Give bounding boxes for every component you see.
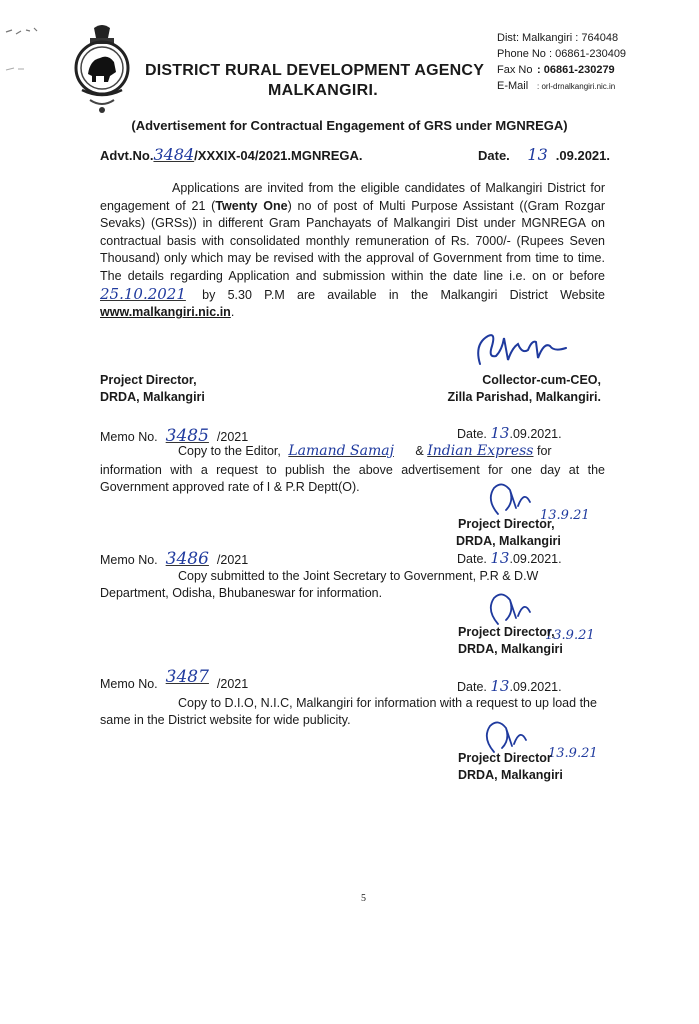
memo-1-text-2: information with a request to publish the above advertisement for one day at the — [100, 463, 605, 477]
body-line-4: contractual basis with consolidated monthly remuneration of Rs. 7000/- (Rupees Seven — [100, 233, 605, 248]
memo-3-text-1: Copy to D.I.O, N.I.C, Malkangiri for information with a request to up load the — [178, 696, 597, 710]
memo-1-suffix: /2021 — [216, 430, 249, 444]
body-line-7 — [100, 286, 605, 305]
memo-2-signer-title: Project Director, — [458, 625, 555, 639]
scan-mark — [4, 22, 64, 42]
advt-date-handwritten: 13 — [527, 145, 548, 164]
memo-1-editor2-handwritten: Indian Express — [427, 443, 534, 459]
body-paragraph — [100, 180, 605, 322]
memo-2-sig-date: 13.9.21 — [545, 628, 595, 643]
contact-dist: Dist: Malkangiri : 764048 — [497, 32, 619, 44]
fax-label: Fax No — [497, 64, 533, 76]
advt-number-line — [100, 145, 363, 164]
fax-value: : 06861-230279 — [537, 64, 615, 76]
collector-signature — [470, 330, 580, 374]
memo-1-date-handwritten: 13 — [490, 424, 510, 442]
memo-3-date-suffix: .09.2021. — [509, 680, 562, 694]
memo-1-number-handwritten: 3485 — [165, 426, 209, 446]
signatory-right — [441, 372, 601, 406]
memo-2-text-1: Copy submitted to the Joint Secretary to Government, P.R & D.W — [178, 569, 539, 583]
agency-city: MALKANGIRI. — [268, 82, 378, 99]
memo-1-copy-editor: Copy to the Editor, — [178, 444, 281, 458]
body-line-2 — [100, 198, 605, 216]
scan-mark-2 — [4, 64, 34, 74]
body-line-7-b: by 5.30 P.M are available in the Malkangiri District Website — [202, 287, 605, 302]
body-line-1: Applications are invited from the eligible candidates of Malkangiri District for — [172, 181, 605, 195]
signatory-right-title: Collector-cum-CEO, — [482, 373, 601, 387]
advt-suffix: /XXXIX-04/2021.MGNREGA. — [194, 148, 363, 163]
memo-3-sig-date: 13.9.21 — [548, 746, 598, 761]
advert-title: (Advertisement for Contractual Engagement of GRS under MGNREGA) — [131, 118, 568, 133]
memo-2-text-2: Department, Odisha, Bhubaneswar for information. — [100, 586, 383, 600]
memo-3-signer — [458, 750, 563, 784]
memo-1-signer-office: DRDA, Malkangiri — [456, 534, 561, 548]
memo-2-number — [100, 549, 248, 569]
memo-2-signer-office: DRDA, Malkangiri — [458, 642, 563, 656]
signatory-left-title: Project Director, — [100, 373, 197, 387]
advt-date-suffix: .09.2021. — [555, 148, 610, 163]
memo-3-text-2: same in the District website for wide publicity. — [100, 713, 351, 727]
memo-3-number-handwritten: 3487 — [165, 667, 209, 687]
memo-3-number — [100, 667, 249, 693]
memo-2-date — [457, 549, 562, 567]
email-value: : orl-drnalkangiri.nic.in — [537, 82, 616, 91]
advt-prefix: Advt.No. — [100, 148, 154, 163]
memo-2-date-label: Date. — [457, 552, 487, 566]
memo-1-signer-title: Project Director, — [458, 517, 555, 531]
memo-2-date-suffix: .09.2021. — [509, 552, 562, 566]
memo-1-prefix: Memo No. — [100, 430, 158, 444]
memo-1-date-suffix: .09.2021. — [509, 427, 562, 441]
page-number: 5 — [361, 893, 366, 904]
signatory-left-office: DRDA, Malkangiri — [100, 390, 205, 404]
memo-2-number-handwritten: 3486 — [165, 549, 209, 569]
memo-1-editor1-handwritten: Lamand Samaj — [288, 443, 394, 459]
memo-1-date — [457, 424, 562, 442]
memo-1-text-3: Government approved rate of I & P.R Deptt(O). — [100, 480, 360, 494]
contact-phone: Phone No : 06861-230409 — [497, 48, 627, 60]
signatory-right-office: Zilla Parishad, Malkangiri. — [447, 390, 601, 404]
body-line-6: The details regarding Application and submission within the date line i.e. on or before — [100, 268, 605, 283]
body-line-5: Thousand) only which may be revised with the approval of Government from time to time. — [100, 251, 605, 266]
advt-date-label: Date. — [478, 148, 510, 163]
contact-block — [497, 30, 626, 95]
agency-name: DISTRICT RURAL DEVELOPMENT AGENCY — [145, 62, 485, 79]
memo-1-sig-date: 13.9.21 — [540, 508, 590, 523]
body-line-2-bold: Twenty One — [215, 198, 288, 213]
district-website-link[interactable]: www.malkangiri.nic.in — [100, 305, 231, 320]
body-line-3: Sevaks) (GRSs)) in different Gram Panchayats of Malkangiri Dist under MGNREGA on — [100, 216, 605, 231]
memo-1-amp: & — [415, 444, 424, 458]
body-line-8 — [100, 304, 605, 322]
body-line-2-a: engagement of 21 ( — [100, 198, 216, 213]
memo-1-date-label: Date. — [457, 427, 487, 441]
state-emblem — [60, 22, 144, 118]
memo-3-date-handwritten: 13 — [490, 677, 510, 695]
memo-2-date-handwritten: 13 — [490, 549, 510, 567]
advt-date-line — [478, 145, 610, 164]
memo-3-suffix: /2021 — [216, 677, 249, 691]
memo-2-signer — [458, 624, 563, 658]
deadline-handwritten: 25.10.2021 — [100, 284, 186, 303]
emblem-icon — [60, 22, 144, 118]
memo-1-line-1 — [178, 443, 552, 459]
memo-2-prefix: Memo No. — [100, 553, 158, 567]
advt-number-handwritten: 3484 — [153, 145, 195, 164]
memo-1-signer — [458, 516, 561, 550]
memo-1-for: for — [536, 444, 552, 458]
memo-3-date-label: Date. — [457, 680, 487, 694]
body-line-2-b: ) no of post of Multi Purpose Assistant ((Gram Rozgar — [287, 198, 605, 213]
signatory-left — [100, 372, 205, 406]
contact-email — [497, 78, 626, 95]
memo-3-date — [457, 677, 562, 695]
contact-fax — [497, 62, 626, 78]
memo-3-prefix: Memo No. — [100, 677, 158, 691]
memo-2-suffix: /2021 — [216, 553, 249, 567]
memo-3-signer-office: DRDA, Malkangiri — [458, 768, 563, 782]
body-line-8-dot: . — [230, 305, 235, 320]
memo-3-signer-title: Project Director — [458, 751, 552, 765]
email-label: E-Mail — [497, 80, 529, 92]
